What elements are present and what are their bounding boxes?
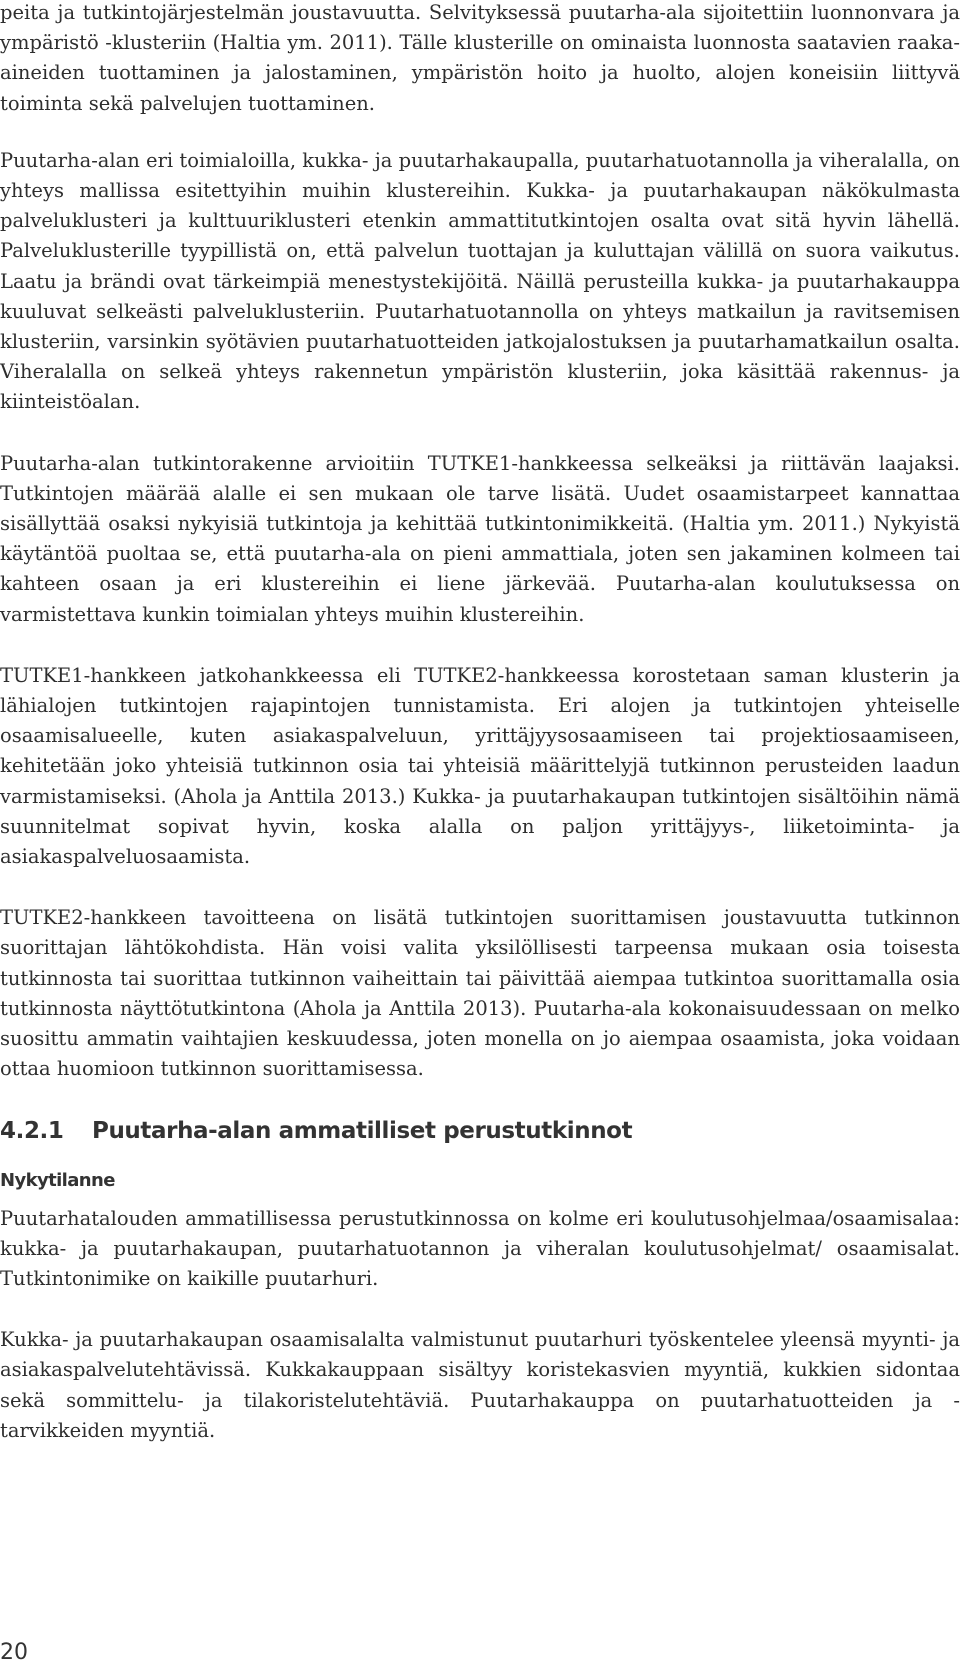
subheading-nykytilanne: Nykytilanne bbox=[0, 1169, 115, 1191]
page-number: 20 bbox=[0, 1640, 28, 1665]
section-number: 4.2.1 bbox=[0, 1117, 64, 1144]
paragraph-tutkintorakenne: Puutarha-alan tutkintorakenne arvioitiin TUTKE1-hankkeessa selkeäksi ja riittävän laajaksi. Tutkintojen määrää alalle ei sen mukaan ole tarve lisätä. Uudet osaamistarpeet kannattaa sisällyttää osaksi nykyisiä tutkintoja ja kehittää tutkintonimikkeitä. (Haltia ym. 2011.) Nykyistä käytäntöä puoltaa se, että puutarha-ala on pieni ammattiala, joten sen jakaminen kolmeen tai kahteen osaan ja eri klustereihin ei liene järkevää. Puutarha-alan koulutuksessa on varmistettava kunkin toimialan yhteys muihin klustereihin. bbox=[0, 451, 960, 626]
paragraph-tutke2-rajapinnat: TUTKE1-hankkeen jatkohankkeessa eli TUTKE2-hankkeessa korostetaan saman klusterin ja lähialojen tutkintojen rajapintojen tunnistamista. Eri alojen ja tutkintojen yhteiselle osaamisalueelle, kuten asiakaspalveluun, yrittäjyysosaamiseen tai projektiosaamiseen, kehitetään joko yhteisiä tutkinnon osia tai yhteisiä määrittelyjä tutkinnon perusteiden laadun varmistamiseksi. (Ahola ja Anttila 2013.) Kukka- ja puutarhakaupan tutkintojen sisältöihin nämä suunnitelmat sopivat hyvin, koska alalla on paljon yrittäjyys-, liiketoiminta- ja asiakaspalveluosaamista. bbox=[0, 663, 960, 869]
paragraph-toimialat-klusterit: Puutarha-alan eri toimialoilla, kukka- ja puutarhakaupalla, puutarhatuotannolla ja viheralalla, on yhteys mallissa esitettyihin muihin klustereihin. Kukka- ja puutarhakaupan näkökulmasta palveluklusteri ja kulttuuriklusteri etenkin ammattitutkintojen osalta ovat sitä hyvin lähellä. Palveluklusterille tyypillistä on, että palvelun tuottajan ja kuluttajan välillä on suora vaikutus. Laatu ja brändi ovat tärkeimpiä menestystekijöitä. Näillä perusteilla kukka- ja puutarhakauppa kuuluvat selkeästi palveluklusteriin. Puutarhatuotannolla on yhteys matkailun ja ravitsemisen klusteriin, varsinkin syötävien puutarhatuotteiden jatkojalostuksen ja puutarhamatkailun osalta. Viheralalla on selkeä yhteys rakennetun ympäristön klusteriin, joka käsittää rakennus- ja kiinteistöalan. bbox=[0, 148, 960, 414]
section-heading bbox=[0, 1116, 960, 1146]
section-title: Puutarha-alan ammatilliset perustutkinnot bbox=[92, 1117, 633, 1144]
paragraph-perustutkinto: Puutarhatalouden ammatillisessa perustutkinnossa on kolme eri koulutusohjelmaa/osaamisalaa: kukka- ja puutarhakaupan, puutarhatuotannon ja viheralan koulutusohjelmat/ osaamisalat. Tutkintonimike on kaikille puutarhuri. bbox=[0, 1206, 960, 1290]
paragraph-kukkakauppa: Kukka- ja puutarhakaupan osaamisalalta valmistunut puutarhuri työskentelee yleensä myynti- ja asiakaspalvelutehtävissä. Kukkakauppaan sisältyy koristekasvien myyntiä, kukkien sidontaa sekä sommittelu- ja tilakoristelutehtäviä. Puutarhakauppa on puutarhatuotteiden ja -tarvikkeiden myyntiä. bbox=[0, 1328, 960, 1442]
paragraph-klusteri-sijoitus: peita ja tutkintojärjestelmän joustavuutta. Selvityksessä puutarha-ala sijoitettiin luonnonvara ja ympäristö -klusteriin (Haltia ym. 2011). Tälle klusterille on ominaista luonnosta saatavien raaka-aineiden tuottaminen ja jalostaminen, ympäristön hoito ja huolto, alojen koneisiin liittyvä toiminta sekä palvelujen tuottaminen. bbox=[0, 1, 960, 115]
paragraph-tutke2-tavoite: TUTKE2-hankkeen tavoitteena on lisätä tutkintojen suorittamisen joustavuutta tutkinnon suorittajan lähtökohdista. Hän voisi valita yksilöllisesti tarpeensa mukaan osia toisesta tutkinnosta tai suorittaa tutkinnon vaiheittain tai päivittää aiempaa tutkintoa suorittamalla osia tutkinnosta näyttötutkintona (Ahola ja Anttila 2013). Puutarha-ala kokonaisuudessaan on melko suosittu ammatin vaihtajien keskuudessa, joten monella on jo aiempaa osaamista, joka voidaan ottaa huomioon tutkinnon suorittamisessa. bbox=[0, 906, 960, 1081]
